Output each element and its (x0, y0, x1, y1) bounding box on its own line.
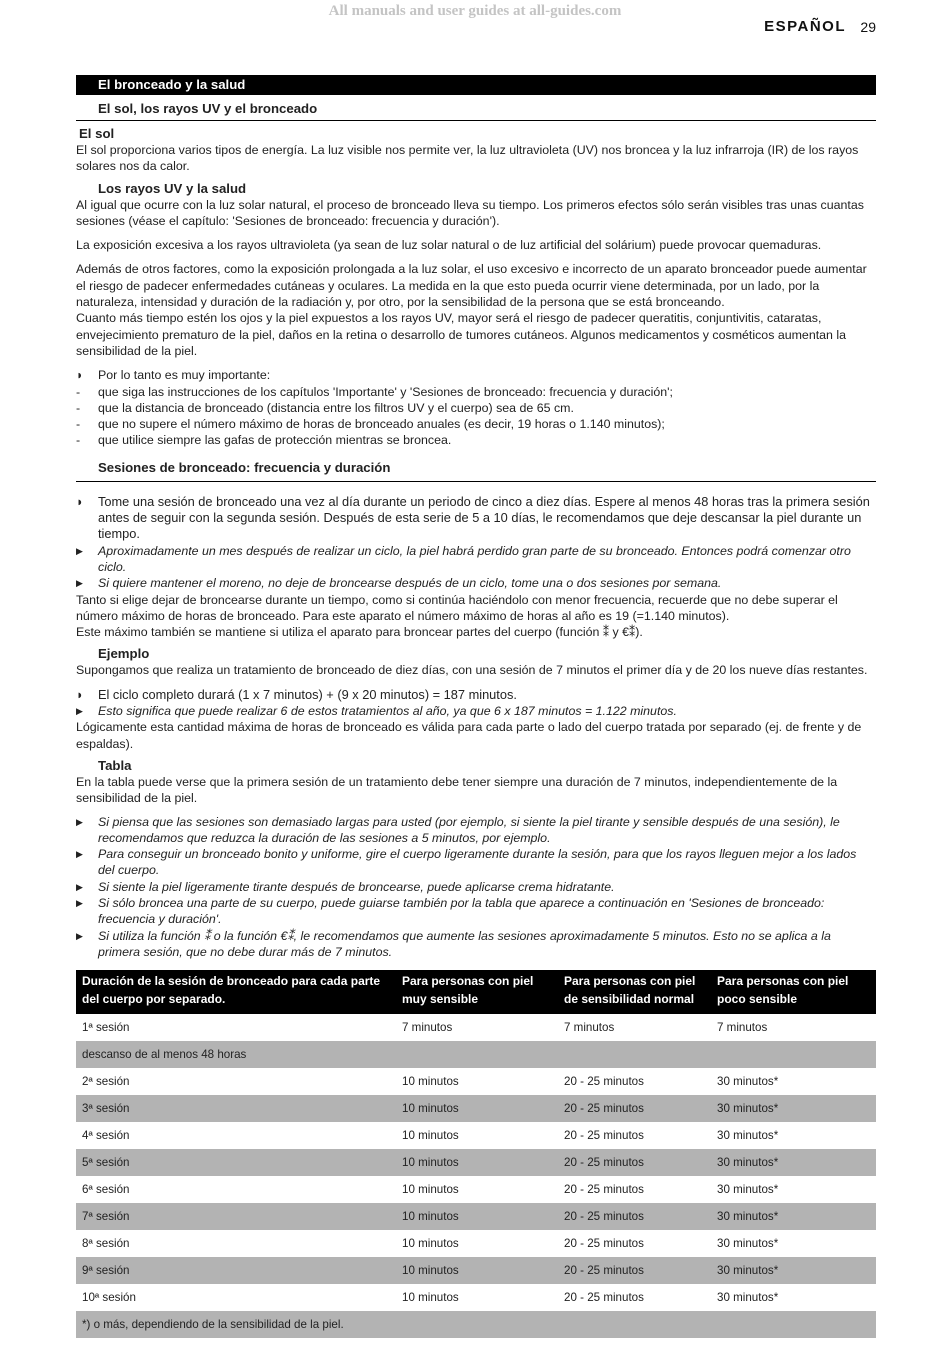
table-cell: 7 minutos (564, 1020, 615, 1034)
example-text: Supongamos que realiza un tratamiento de bronceado de diez días, con una sesión de 7 minutos el primer día y de 20 los nueve días restantes. (76, 663, 868, 678)
tabla-notes (76, 814, 876, 961)
table-cell: 30 minutos* (711, 1257, 876, 1284)
table-row (76, 1230, 876, 1257)
table-cell: 30 minutos* (717, 1290, 779, 1304)
table-row (76, 1014, 876, 1041)
table-header-row (76, 970, 876, 1014)
table-cell: 20 - 25 minutos (564, 1236, 644, 1250)
sol-heading: El sol (79, 126, 115, 141)
note-text: Si siente la piel ligeramente tirante después de broncearse, puede aplicarse crema hidratante. (98, 879, 615, 894)
bullet-marker: ◗ (76, 686, 84, 702)
table-cell: 8ª sesión (82, 1236, 130, 1250)
table-cell: 20 - 25 minutos (564, 1182, 644, 1196)
table-cell: 10 minutos (402, 1074, 459, 1088)
table-cell: 20 - 25 minutos (558, 1149, 711, 1176)
table-row (76, 1284, 876, 1311)
table-cell: 5ª sesión (76, 1149, 396, 1176)
table-cell: 10 minutos (402, 1236, 459, 1250)
uv-paragraph-2: La exposición excesiva a los rayos ultravioleta (ya sean de luz solar natural o de luz artificial del solárium) puede provocar quemaduras. (76, 238, 822, 253)
list-item: - que la distancia de bronceado (distancia entre los filtros UV y el cuerpo) sea de 65 cm. (76, 400, 574, 415)
list-item-text: que utilice siempre las gafas de protección mientras se broncea. (98, 433, 452, 448)
table-cell: 7ª sesión (76, 1203, 396, 1230)
table-cell: 10 minutos (402, 1182, 459, 1196)
list-item-text: que la distancia de bronceado (distancia entre los filtros UV y el cuerpo) sea de 65 cm. (98, 400, 574, 415)
table-cell: 1ª sesión (82, 1020, 130, 1034)
table-header-cell: Duración de la sesión de bronceado para cada parte del cuerpo por separado. (76, 970, 396, 1014)
important-intro (76, 367, 876, 383)
sessions-main-text: Tome una sesión de bronceado una vez al día durante un periodo de cinco a diez días. Espere al menos 48 horas tras la primera sesión antes de seguir con la segunda sesión. Después de esta serie de 5 a 10 días, le recomendamos que deje descansar la piel durante un tiempo. (98, 493, 870, 542)
note-text: Para conseguir un bronceado bonito y uniforme, gire el cuerpo ligeramente durante la sesión, para que los rayos lleguen mejor a los lados del cuerpo. (98, 847, 857, 878)
note-text: Si sólo broncea una parte de su cuerpo, puede guiarse también por la tabla que aparece a continuación en 'Sesiones de bronceado: frecuencia y duración'. (98, 895, 825, 927)
note-text: Aproximadamente un mes después de realizar un ciclo, la piel habrá perdido gran parte de su bronceado. Entonces podrá comenzar otro ciclo. (98, 543, 851, 574)
list-item: - que utilice siempre las gafas de protección mientras se broncea. (76, 433, 452, 448)
table-cell: 20 - 25 minutos (564, 1290, 644, 1304)
sol-text: El sol proporciona varios tipos de energía. La luz visible nos permite ver, la luz ultravioleta (UV) nos broncea y la luz infrarroja (IR) de los rayos solares nos da calor. (76, 143, 859, 174)
page-content (76, 75, 876, 1338)
table-cell: 7 minutos (402, 1020, 453, 1034)
tabla-note: ▶ Si utiliza la función ⁑ o la función €⁑, le recomendamos que aumente las sesiones aproximadamente 5 minutos. Esto no se aplica a la primera sesión, que no debe durar más de 7 minutos. (76, 928, 831, 959)
page-number: 29 (860, 19, 876, 35)
table-cell: 4ª sesión (82, 1128, 130, 1142)
example-calc-text: El ciclo completo durará (1 x 7 minutos) + (9 x 20 minutos) = 187 minutos. (98, 686, 517, 702)
tabla-heading: Tabla (98, 757, 132, 773)
list-item-text: que siga las instrucciones de los capítulos 'Importante' y 'Sesiones de bronceado: frecuencia y duración'; (98, 384, 673, 399)
table-cell: 9ª sesión (76, 1257, 396, 1284)
table-cell (558, 1041, 711, 1068)
table-cell: 30 minutos* (711, 1149, 876, 1176)
table-header-cell: Para personas con piel de sensibilidad normal (558, 970, 711, 1014)
table-cell: 30 minutos* (717, 1128, 779, 1142)
important-list (76, 384, 876, 449)
table-cell: 10ª sesión (82, 1290, 136, 1304)
example-note: ▶ Esto significa que puede realizar 6 de estos tratamientos al año, ya que 6 x 187 minutos = 1.122 minutos. (76, 704, 677, 719)
table-cell: 30 minutos* (717, 1236, 779, 1250)
example-paragraph: Lógicamente esta cantidad máxima de horas de bronceado es válida para cada parte o lado del cuerpo tratada por separado (ej. de frente y de espaldas). (76, 720, 862, 751)
table-cell: 20 - 25 minutos (564, 1128, 644, 1142)
table-row (76, 1095, 876, 1122)
tabla-note: ▶ Si piensa que las sesiones son demasiado largas para usted (por ejemplo, si siente la piel tirante y sensible después de una sesión), le recomendamos que reduzca la duración de las sesiones a 5 minutos, por ejemplo. (76, 814, 840, 845)
table-cell: 10 minutos (396, 1149, 558, 1176)
table-cell: 20 - 25 minutos (558, 1203, 711, 1230)
note-text: Esto significa que puede realizar 6 de estos tratamientos al año, ya que 6 x 187 minutos = 1.122 minutos. (98, 704, 677, 719)
table-header-cell: Para personas con piel poco sensible (711, 970, 876, 1014)
table-cell (396, 1041, 558, 1068)
table-row (76, 1176, 876, 1203)
sessions-note-2: ▶ Si quiere mantener el moreno, no deje de broncearse después de un ciclo, tome una o dos sesiones por semana. (76, 576, 722, 591)
tabla-note: ▶ Para conseguir un bronceado bonito y uniforme, gire el cuerpo ligeramente durante la sesión, para que los rayos lleguen mejor a los lados del cuerpo. (76, 847, 857, 878)
table-row (76, 1068, 876, 1095)
list-item: - que siga las instrucciones de los capítulos 'Importante' y 'Sesiones de bronceado: frecuencia y duración'; (76, 384, 673, 399)
table-row (76, 1203, 876, 1230)
table-cell: 20 - 25 minutos (564, 1074, 644, 1088)
table-cell: 30 minutos* (711, 1203, 876, 1230)
table-cell: 20 - 25 minutos (558, 1095, 711, 1122)
table-cell: 7 minutos (717, 1020, 768, 1034)
table-cell: 6ª sesión (82, 1182, 130, 1196)
table-cell: 10 minutos (396, 1095, 558, 1122)
uv-paragraph-3: Además de otros factores, como la exposición prolongada a la luz solar, el uso excesivo e incorrecto de un aparato bronceador puede aumentar el riesgo de padecer enfermedades cutáneas y oculares. La medida en la que esto pueda ocurrir viene determinada, por un lado, por la naturaleza, intensidad y duración de la radiación y, por otro, por la sensibilidad de la persona que se está bronceando. (76, 262, 867, 310)
table-row (76, 1041, 876, 1068)
list-item: - que no supere el número máximo de horas de bronceado anuales (es decir, 19 horas o 1.140 minutos); (76, 417, 665, 432)
tabla-note: ▶ Si siente la piel ligeramente tirante después de broncearse, puede aplicarse crema hidratante. (76, 879, 615, 894)
table-cell: 3ª sesión (76, 1095, 396, 1122)
table-cell: 30 minutos* (717, 1182, 779, 1196)
uv-paragraph-1: Al igual que ocurre con la luz solar natural, el proceso de bronceado lleva su tiempo. Los primeros efectos sólo serán visibles tras unas cuantas sesiones (véase el capítulo: 'Sesiones de bronceado: frecuencia y duración'). (76, 197, 864, 228)
table-cell: 30 minutos* (711, 1095, 876, 1122)
table-footnote-row (76, 1311, 876, 1338)
uv-heading: Los rayos UV y la salud (98, 180, 247, 196)
sessions-note-1: ▶ Aproximadamente un mes después de realizar un ciclo, la piel habrá perdido gran parte de su bronceado. Entonces podrá comenzar otro ciclo. (76, 543, 851, 574)
example-heading: Ejemplo (98, 646, 150, 662)
section-title: El bronceado y la salud (76, 75, 876, 95)
note-text: Si utiliza la función ⁑ o la función €⁑, le recomendamos que aumente las sesiones aproximadamente 5 minutos. Esto no se aplica a la primera sesión, que no debe durar más de 7 minutos. (98, 928, 831, 959)
tabla-note: ▶ Si sólo broncea una parte de su cuerpo, puede guiarse también por la tabla que aparece a continuación en 'Sesiones de bronceado: frecuencia y duración'. (76, 895, 825, 927)
uv-paragraph-4: Cuanto más tiempo estén los ojos y la piel expuestos a los rayos UV, mayor será el riesgo de padecer queratitis, conjuntivitis, cataratas, envejecimiento prematuro de la piel, daños en la retina o desarrollo de tumores cutáneos. Algunos medicamentos y cosméticos aumentan la sensibilidad de la piel. (76, 311, 847, 358)
table-cell: 10 minutos (402, 1290, 459, 1304)
table-cell: 30 minutos* (717, 1074, 779, 1088)
table-row (76, 1257, 876, 1284)
important-intro-text: Por lo tanto es muy importante: (98, 368, 271, 383)
list-item-text: que no supere el número máximo de horas de bronceado anuales (es decir, 19 horas o 1.140 minutos); (98, 417, 665, 432)
tabla-text: En la tabla puede verse que la primera sesión de un tratamiento debe tener siempre una duración de 7 minutos, independientemente de la sensibilidad de la piel. (76, 774, 838, 806)
table-cell: descanso de al menos 48 horas (76, 1041, 396, 1068)
table-cell (711, 1041, 876, 1068)
note-text: Si piensa que las sesiones son demasiado largas para usted (por ejemplo, si siente la piel tirante y sensible después de una sesión), le recomendamos que reduzca la duración de las sesiones a 5 minutos, por ejemplo. (98, 814, 840, 845)
subsection-title: El sol, los rayos UV y el bronceado (76, 99, 876, 121)
table-cell: 2ª sesión (82, 1074, 130, 1088)
table-cell: 20 - 25 minutos (558, 1257, 711, 1284)
note-text: Si quiere mantener el moreno, no deje de broncearse después de un ciclo, tome una o dos sesiones por semana. (98, 576, 722, 591)
sessions-heading: Sesiones de bronceado: frecuencia y duración (76, 458, 876, 482)
example-calc (76, 687, 876, 703)
bullet-marker: ◗ (76, 368, 84, 383)
sessions-main (76, 494, 876, 543)
sessions-paragraph-1: Tanto si elige dejar de broncearse durante un tiempo, como si continúa haciéndolo con menor frecuencia, recuerde que no debe superar el número máximo de horas de bronceado. Para este aparato el número máximo de horas al año es 19 (=1.140 minutos). (76, 592, 838, 623)
table-header-cell: Para personas con piel muy sensible (396, 970, 558, 1014)
tanning-schedule-table (76, 970, 876, 1338)
table-footnote: *) o más, dependiendo de la sensibilidad de la piel. (76, 1311, 876, 1338)
table-cell: 10 minutos (402, 1128, 459, 1142)
table-cell: 10 minutos (396, 1203, 558, 1230)
bullet-marker: ◗ (76, 493, 84, 509)
sessions-paragraph-2: Este máximo también se mantiene si utiliza el aparato para broncear partes del cuerpo (función ⁑ y €⁑). (76, 625, 643, 640)
table-cell: 10 minutos (396, 1257, 558, 1284)
table-row (76, 1149, 876, 1176)
language-header: ESPAÑOL (764, 18, 846, 35)
table-row (76, 1122, 876, 1149)
watermark: All manuals and user guides at all-guides.com (328, 3, 622, 19)
